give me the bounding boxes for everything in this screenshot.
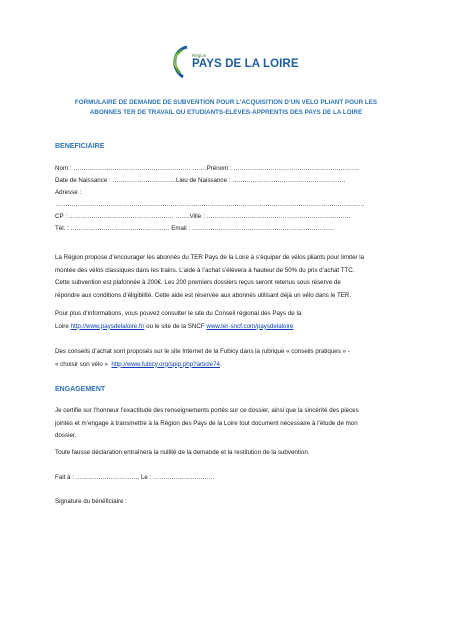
- fait-a-le-field[interactable]: Fait à : …………………………. Le : …………………………: [55, 474, 215, 481]
- region-logo: [165, 44, 305, 80]
- paysdelaloire-link[interactable]: http://www.paysdelaloire.fr/: [70, 322, 145, 330]
- beneficiaire-heading: BENEFICIAIRE: [55, 143, 105, 150]
- ter-sncf-link[interactable]: www.ter-sncf.com/paysdelaloire: [206, 322, 294, 330]
- form-title-line-1: FORMULAIRE DE DEMANDE DE SUBVENTION POUR L’ACQUISITION D’UN VELO PLIANT POUR LES: [74, 99, 378, 106]
- conseils-line-2-prefix: « choisir son vélo »: [55, 360, 108, 368]
- engagement-heading: ENGAGEMENT: [55, 386, 106, 393]
- region-logo-emblem-icon: [165, 44, 195, 80]
- info-paragraph: [55, 308, 402, 333]
- info-line-2-mid: ou le site de la SNCF: [144, 322, 205, 330]
- logo-region-label: Région: [192, 53, 207, 58]
- conseils-paragraph: [55, 346, 402, 371]
- form-title: [46, 98, 406, 118]
- adresse-field[interactable]: ……………………………………………………………………………………………………………………………………: [55, 201, 365, 208]
- conseils-line-2-suffix: .: [220, 360, 222, 368]
- engagement-line-2: jointes et m’engage à transmettre à la Région des Pays de la Loire tout document nécessaire à l’étude de mon: [55, 419, 358, 427]
- adresse-label: Adresse :: [55, 189, 82, 196]
- engagement-paragraph: [55, 405, 402, 443]
- cp-ville-field[interactable]: CP : …………………………………………… …….Ville : …………………………………………………………….: [55, 213, 351, 220]
- info-line-1: Pour plus d’informations, vous pouvez consulter le site du Conseil régional des Pays de la: [55, 310, 302, 317]
- conseils-line-1: Des conseils d’achat sont proposés sur le site Internet de la Fubicy dans la rubrique « conseils pratiques » -: [55, 348, 350, 355]
- intro-line-4: répondre aux conditions d’éligibilité. Cette aide est réservée aux abonnés utilisant déjà un vélo dans le TER.: [55, 291, 352, 299]
- signature-label: Signature du bénéficiaire :: [55, 498, 127, 505]
- intro-line-3: Cette subvention est plafonnée à 200€. Les 200 premiers dossiers reçus seront retenus sous réserve de: [55, 279, 341, 286]
- nom-prenom-field[interactable]: Nom : ………………………………………………… …….Prénom : …………………………………………………….: [55, 165, 359, 172]
- form-title-line-2: ABONNES TER DE TRAVAIL OU ETUDIANTS-ELEVES-APPRENTIS DES PAYS DE LA LOIRE: [89, 109, 363, 116]
- tel-email-field[interactable]: Tél. : ………………………………………… Email : ……………………………………………………………: [55, 225, 335, 232]
- engagement-line-3: dossier.: [55, 432, 77, 439]
- fausse-declaration-text: Toute fausse déclaration entraînera la nullité de la demande et la restitution de la subvention.: [55, 449, 310, 456]
- intro-line-2: montée des vélos classiques dans les trains. L’aide à l’achat s’élèvera à hauteur de 50% du prix d’achat TTC.: [55, 266, 355, 274]
- conseils-line-2: [55, 359, 402, 372]
- info-line-2: [55, 321, 402, 334]
- engagement-line-1: Je certifie sur l’honneur l’exactitude des renseignements portés sur ce dossier, ainsi que la sincérité des pièces: [55, 407, 359, 414]
- logo-name: PAYS DE LA LOIRE: [192, 58, 299, 70]
- info-line-2-prefix: Loire: [55, 322, 69, 330]
- fubicy-link[interactable]: http://www.fubicy.org/spip.php?article74: [111, 360, 220, 368]
- intro-line-1: La Région propose d’encourager les abonnés du TER Pays de la Loire à s’équiper de vélos pliants pour limiter la: [55, 254, 365, 261]
- intro-paragraph: [55, 252, 402, 302]
- naissance-field[interactable]: Date de Naissance : ………………………….Lieu de Naissance : ……………………………………………….: [55, 177, 346, 184]
